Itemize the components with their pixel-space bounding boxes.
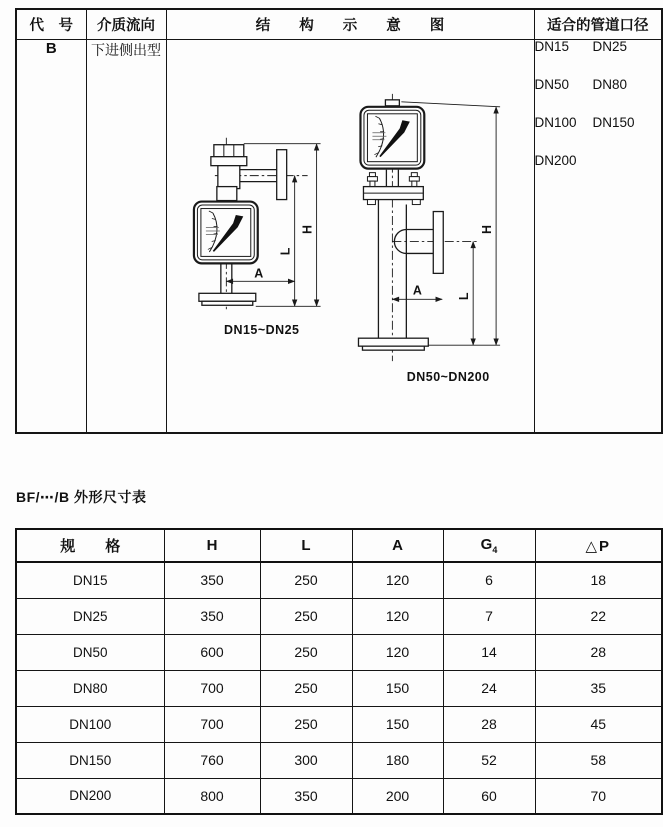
cell-delta-p: 28 (535, 634, 662, 670)
small-meter-label: DN15~DN25 (223, 322, 299, 337)
large-meter-base (358, 338, 428, 350)
cell-spec: DN15 (16, 562, 164, 598)
cell-h: 700 (164, 706, 260, 742)
pipe-size-item: DN50 (534, 76, 570, 92)
cell-l: 250 (260, 598, 352, 634)
dimension-table (15, 528, 663, 815)
cell-l: 250 (260, 562, 352, 598)
large-meter-bolted-flange (363, 169, 423, 204)
header-g4 (443, 529, 535, 562)
cell-code: B (16, 39, 86, 433)
cell-g4: 28 (443, 706, 535, 742)
table-row-dn50 (16, 634, 662, 670)
cell-l: 350 (260, 778, 352, 814)
cell-a: 120 (352, 562, 443, 598)
dim-label-h-large: H (479, 224, 494, 234)
table-row-dn150 (16, 742, 662, 778)
cell-g4: 7 (443, 598, 535, 634)
header-g4-base: G (480, 536, 493, 553)
table-row-dn200 (16, 778, 662, 814)
header-h: H (164, 529, 260, 562)
pipe-sizes-list (535, 40, 662, 168)
cell-h: 800 (164, 778, 260, 814)
cell-delta-p: 70 (535, 778, 662, 814)
cell-l: 250 (260, 670, 352, 706)
pipe-size-item: DN80 (592, 76, 628, 92)
cell-delta-p: 18 (535, 562, 662, 598)
header-schematic: 结 构 示 意 图 (166, 9, 534, 39)
cell-g4: 60 (443, 778, 535, 814)
header-spec: 规 格 (16, 529, 164, 562)
cell-schematic (166, 39, 534, 433)
dim-label-l-small: L (278, 247, 293, 255)
cell-a: 200 (352, 778, 443, 814)
cell-l: 250 (260, 634, 352, 670)
header-g4-sub: 4 (492, 545, 498, 555)
cell-g4: 6 (443, 562, 535, 598)
cell-spec: DN200 (16, 778, 164, 814)
header-pipe-sizes: 适合的管道口径 (534, 9, 662, 39)
diagram-large-meter (358, 93, 500, 383)
structure-table-header-row (16, 9, 662, 39)
dimension-table-caption: BF/⋯/B 外形尺寸表 (16, 489, 147, 505)
header-delta-p: △P (535, 529, 662, 562)
cell-delta-p: 35 (535, 670, 662, 706)
table-row-dn15 (16, 562, 662, 598)
header-code: 代 号 (16, 9, 86, 39)
structure-table (15, 8, 663, 434)
cell-delta-p: 22 (535, 598, 662, 634)
cell-g4: 14 (443, 634, 535, 670)
cell-h: 600 (164, 634, 260, 670)
diagram-small-meter (193, 137, 320, 336)
cell-h: 350 (164, 562, 260, 598)
dim-label-l-large: L (456, 291, 471, 300)
cell-a: 180 (352, 742, 443, 778)
large-meter-label: DN50~DN200 (406, 369, 490, 384)
cell-delta-p: 45 (535, 706, 662, 742)
small-meter-collar (216, 186, 236, 200)
cell-spec: DN50 (16, 634, 164, 670)
cell-g4: 24 (443, 670, 535, 706)
pipe-size-item: DN100 (534, 114, 577, 130)
table-row-dn80 (16, 670, 662, 706)
cell-spec: DN100 (16, 706, 164, 742)
pipe-size-item: DN15 (534, 38, 570, 54)
cell-h: 700 (164, 670, 260, 706)
pipe-size-item: DN200 (534, 152, 577, 168)
cell-l: 250 (260, 706, 352, 742)
cell-spec: DN25 (16, 598, 164, 634)
dim-label-a-large: A (412, 282, 422, 297)
large-meter-top-stub (385, 99, 399, 105)
structure-table-row-b (16, 39, 662, 433)
small-meter-base (198, 264, 255, 305)
pipe-size-item: DN25 (592, 38, 628, 54)
dim-label-h-small: H (300, 224, 315, 234)
cell-h: 760 (164, 742, 260, 778)
cell-spec: DN150 (16, 742, 164, 778)
cell-flow-direction: 下进侧出型 (86, 39, 166, 433)
header-a: A (352, 529, 443, 562)
cell-a: 120 (352, 598, 443, 634)
cell-a: 150 (352, 706, 443, 742)
header-l: L (260, 529, 352, 562)
cell-l: 300 (260, 742, 352, 778)
cell-g4: 52 (443, 742, 535, 778)
pipe-size-item: DN150 (592, 114, 635, 130)
table-row-dn100 (16, 706, 662, 742)
header-flow-direction: 介质流向 (86, 9, 166, 39)
large-meter-side-outlet (394, 211, 443, 273)
flowmeter-schematic (167, 40, 534, 432)
table-row-dn25 (16, 598, 662, 634)
cell-spec: DN80 (16, 670, 164, 706)
dimension-table-header-row (16, 529, 662, 562)
cell-a: 120 (352, 634, 443, 670)
cell-h: 350 (164, 598, 260, 634)
small-meter-gauge-face (193, 201, 257, 263)
cell-pipe-sizes (534, 39, 662, 433)
large-meter-gauge-face (360, 106, 424, 168)
cell-a: 150 (352, 670, 443, 706)
dim-label-a-small: A (253, 265, 263, 280)
cell-delta-p: 58 (535, 742, 662, 778)
